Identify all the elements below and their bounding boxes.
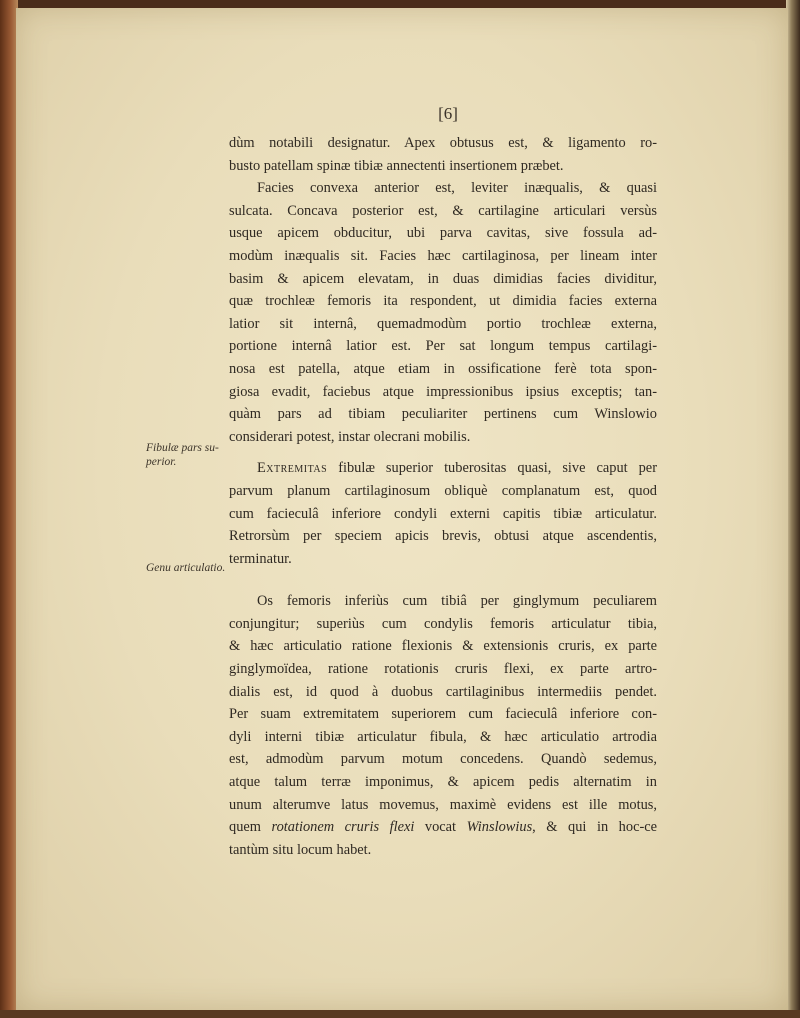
text-line: usque apicem obducitur, ubi parva cavitas, sive fossula ad- xyxy=(229,225,657,242)
text-line: Retrorsùm per speciem apicis brevis, obtusi atque ascendentis, xyxy=(229,528,657,545)
paragraph-spacer xyxy=(229,570,657,590)
text-fragment: , & qui in hoc-ce xyxy=(532,819,658,836)
text-fragment: vocat xyxy=(414,819,467,836)
text-line: dialis est, id quod à duobus cartilaginibus intermediis pendet. xyxy=(229,683,657,700)
text-fragment: fibulæ superior tuberositas quasi, sive caput per xyxy=(327,460,657,477)
paragraph-1 xyxy=(229,132,657,177)
text-line: busto patellam spinæ tibiæ annectenti insertionem præbet. xyxy=(229,157,564,174)
text-line: terminatur. xyxy=(229,550,292,567)
paragraph-2 xyxy=(229,177,657,448)
text-line: basim & apicem elevatam, in duas dimidias facies dividitur, xyxy=(229,270,657,287)
text-line: Os femoris inferiùs cum tibiâ per ginglymum peculiarem xyxy=(257,593,657,610)
text-line: dùm notabili designatur. Apex obtusus est, & ligamento ro- xyxy=(229,135,657,151)
text-line: ginglymoïdea, ratione rotationis cruris flexi, ex parte artro- xyxy=(229,661,657,678)
body-text xyxy=(229,132,657,861)
text-line: quàm pars ad tibiam peculiariter pertinens cum Winslowio xyxy=(229,406,657,423)
text-line: unum alterumve latus movemus, maximè evidens est ille motus, xyxy=(229,796,657,813)
text-line: sulcata. Concava posterior est, & cartilagine articulari versùs xyxy=(229,202,657,219)
text-line: nosa est patella, atque etiam in ossificatione ferè tota spon- xyxy=(229,360,657,377)
text-line: Per suam extremitatem superiorem cum facieculâ inferiore con- xyxy=(229,706,657,723)
italic-term: rotationem cruris flexi xyxy=(271,819,415,836)
text-fragment: quem xyxy=(229,819,272,836)
text-line: latior sit internâ, quemadmodùm portio trochleæ externa, xyxy=(229,315,657,332)
margin-note-line: perior. xyxy=(146,456,177,468)
text-line: parvum planum cartilaginosum obliquè complanatum est, quod xyxy=(229,482,657,499)
text-line xyxy=(229,457,657,480)
paragraph-spacer xyxy=(229,448,657,457)
text-line: modùm inæqualis sit. Facies hæc cartilaginosa, per lineam inter xyxy=(229,247,657,264)
text-line: considerari potest, instar olecrani mobilis. xyxy=(229,428,471,445)
right-page-edge xyxy=(786,0,800,1018)
margin-note-line: Fibulæ pars su- xyxy=(146,442,219,454)
text-line: quæ trochleæ femoris ita respondent, ut dimidia facies externa xyxy=(229,293,657,310)
text-line: portione internâ latior est. Per sat longum tempus cartilagi- xyxy=(229,338,657,355)
bottom-binding-edge xyxy=(0,1010,800,1018)
text-line: atque talum terræ imponimus, & apicem pedis alternatim in xyxy=(229,774,657,791)
lead-word: Extremitas xyxy=(257,460,328,477)
text-line: dyli interni tibiæ articulatur fibula, & hæc articulatio artrodia xyxy=(229,728,657,745)
text-line: cum facieculâ inferiore condyli externi capitis tibiæ articulatur. xyxy=(229,505,657,522)
margin-note-fibula xyxy=(146,441,219,469)
text-line: est, admodùm parvum motum concedens. Quandò sedemus, xyxy=(229,751,657,768)
page-number: [6] xyxy=(438,104,458,123)
italic-author: Winslowius xyxy=(466,819,533,836)
top-binding-edge xyxy=(0,0,800,8)
paragraph-3 xyxy=(229,457,657,570)
text-line: tantùm situ locum habet. xyxy=(229,841,372,858)
paragraph-4 xyxy=(229,590,657,861)
margin-note-genu: Genu articulatio. xyxy=(146,562,226,574)
text-line: conjungitur; superiùs cum condylis femoris articulatur tibia, xyxy=(229,615,657,632)
text-line xyxy=(229,816,657,839)
text-line: & hæc articulatio ratione flexionis & extensionis cruris, ex parte xyxy=(229,638,657,655)
text-line: giosa evadit, faciebus atque impressionibus ipsius exceptis; tan- xyxy=(229,383,657,400)
text-line: Facies convexa anterior est, leviter inæqualis, & quasi xyxy=(257,180,657,197)
